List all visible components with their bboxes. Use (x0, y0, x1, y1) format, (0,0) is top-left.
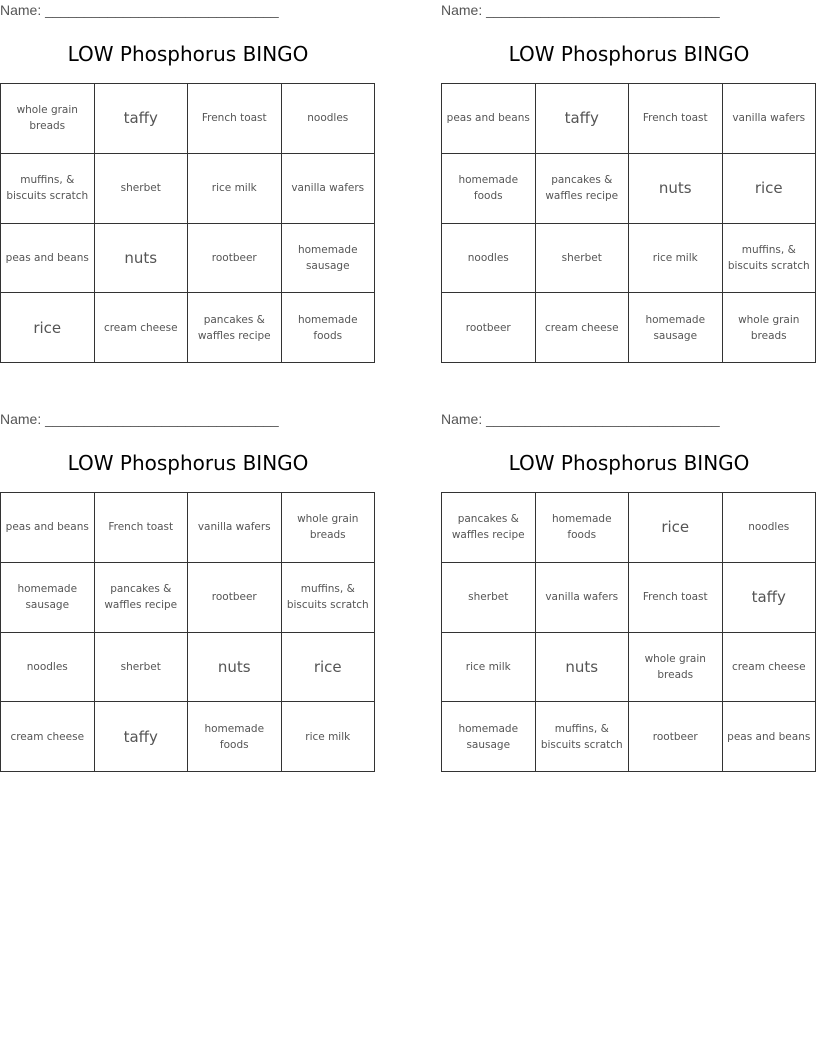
bingo-cell: rootbeer (188, 224, 282, 294)
bingo-cell: vanilla wafers (188, 493, 282, 563)
bingo-cell: nuts (629, 154, 723, 224)
bingo-cell: taffy (95, 84, 189, 154)
bingo-grid (441, 83, 816, 363)
bingo-cell: noodles (282, 84, 376, 154)
bingo-cell: peas and beans (442, 84, 536, 154)
bingo-cell: vanilla wafers (723, 84, 816, 154)
bingo-cell: vanilla wafers (536, 563, 630, 633)
bingo-card-2 (441, 0, 816, 342)
card-title: LOW Phosphorus BINGO (67, 451, 309, 475)
bingo-cell: sherbet (536, 224, 630, 294)
bingo-cell: homemade foods (536, 493, 630, 563)
bingo-grid (0, 492, 375, 772)
card-title: LOW Phosphorus BINGO (508, 42, 750, 66)
card-title: LOW Phosphorus BINGO (508, 451, 750, 475)
bingo-cell: sherbet (95, 154, 189, 224)
bingo-cell: rootbeer (188, 563, 282, 633)
name-field: Name: ______________________________ (0, 2, 279, 18)
bingo-cell: nuts (95, 224, 189, 294)
bingo-cell: French toast (188, 84, 282, 154)
bingo-cell: noodles (1, 633, 95, 703)
bingo-cell: pancakes & waffles recipe (442, 493, 536, 563)
bingo-cell: cream cheese (1, 702, 95, 772)
bingo-cell: rootbeer (629, 702, 723, 772)
bingo-cell: cream cheese (95, 293, 189, 363)
bingo-cell: rootbeer (442, 293, 536, 363)
bingo-card-1 (0, 0, 376, 342)
bingo-cell: rice milk (442, 633, 536, 703)
bingo-cell: homemade sausage (629, 293, 723, 363)
bingo-cell: rice (282, 633, 376, 703)
bingo-cell: homemade sausage (442, 702, 536, 772)
bingo-cell: vanilla wafers (282, 154, 376, 224)
bingo-cell: rice milk (188, 154, 282, 224)
bingo-card-3 (0, 409, 376, 751)
bingo-cell: French toast (629, 84, 723, 154)
bingo-cell: homemade sausage (282, 224, 376, 294)
bingo-cell: homemade foods (188, 702, 282, 772)
bingo-cell: peas and beans (1, 224, 95, 294)
bingo-cell: taffy (95, 702, 189, 772)
name-field: Name: ______________________________ (0, 411, 279, 427)
bingo-cell: muffins, & biscuits scratch (536, 702, 630, 772)
bingo-cell: pancakes & waffles recipe (188, 293, 282, 363)
card-title: LOW Phosphorus BINGO (67, 42, 309, 66)
bingo-card-4 (441, 409, 816, 751)
bingo-cell: peas and beans (1, 493, 95, 563)
bingo-cell: pancakes & waffles recipe (95, 563, 189, 633)
bingo-cell: homemade foods (442, 154, 536, 224)
bingo-cell: noodles (442, 224, 536, 294)
bingo-cell: peas and beans (723, 702, 816, 772)
bingo-cell: nuts (536, 633, 630, 703)
bingo-cell: whole grain breads (1, 84, 95, 154)
bingo-cell: nuts (188, 633, 282, 703)
bingo-cell: cream cheese (723, 633, 816, 703)
bingo-cell: sherbet (442, 563, 536, 633)
bingo-grid (0, 83, 375, 363)
bingo-cell: taffy (536, 84, 630, 154)
bingo-cell: muffins, & biscuits scratch (1, 154, 95, 224)
bingo-cell: rice (723, 154, 816, 224)
bingo-cell: rice (629, 493, 723, 563)
bingo-cell: pancakes & waffles recipe (536, 154, 630, 224)
bingo-cell: rice milk (282, 702, 376, 772)
bingo-cell: sherbet (95, 633, 189, 703)
name-field: Name: ______________________________ (441, 411, 720, 427)
bingo-cell: rice milk (629, 224, 723, 294)
name-field: Name: ______________________________ (441, 2, 720, 18)
bingo-cell: cream cheese (536, 293, 630, 363)
bingo-cell: whole grain breads (282, 493, 376, 563)
bingo-cell: rice (1, 293, 95, 363)
bingo-cell: whole grain breads (723, 293, 816, 363)
bingo-cell: French toast (629, 563, 723, 633)
bingo-cell: muffins, & biscuits scratch (723, 224, 816, 294)
bingo-cell: whole grain breads (629, 633, 723, 703)
bingo-cell: homemade sausage (1, 563, 95, 633)
bingo-cell: taffy (723, 563, 816, 633)
bingo-grid (441, 492, 816, 772)
bingo-cell: muffins, & biscuits scratch (282, 563, 376, 633)
bingo-cell: noodles (723, 493, 816, 563)
bingo-cell: homemade foods (282, 293, 376, 363)
bingo-cell: French toast (95, 493, 189, 563)
